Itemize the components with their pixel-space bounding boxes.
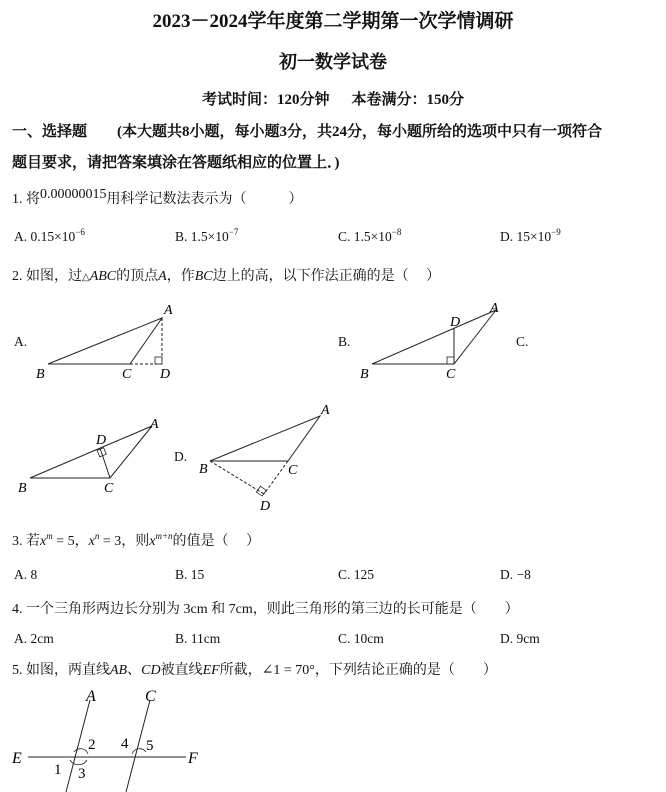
q4-option-a[interactable]: A. 2cm bbox=[14, 631, 54, 646]
svg-text:C: C bbox=[288, 463, 298, 478]
section-desc-2: 题目要求，请把答案填涂在答题纸相应的位置上．) bbox=[12, 155, 340, 171]
question-1 bbox=[12, 188, 303, 208]
q3-option-c[interactable]: C. 125 bbox=[338, 567, 375, 582]
svg-text:B: B bbox=[36, 367, 45, 382]
q2-option-a[interactable]: A. bbox=[14, 334, 28, 349]
svg-text:B: B bbox=[360, 367, 369, 382]
exam-score: 本卷满分：150分 bbox=[351, 92, 465, 108]
q2-figure-d bbox=[196, 398, 346, 516]
q2-option-b[interactable]: B. bbox=[338, 334, 351, 349]
svg-text:A: A bbox=[164, 303, 173, 318]
q2-figure-b bbox=[356, 298, 506, 382]
svg-text:C: C bbox=[104, 481, 114, 496]
svg-text:A: A bbox=[150, 417, 159, 432]
q3-option-a[interactable]: A. 8 bbox=[14, 567, 38, 582]
q1-option-d[interactable]: D. $15\times 10^{-9}$ bbox=[500, 227, 561, 244]
section-title: 一、选择题 bbox=[12, 124, 88, 140]
svg-text:C: C bbox=[145, 688, 156, 705]
svg-text:A: A bbox=[321, 403, 330, 418]
svg-text:D: D bbox=[160, 367, 171, 382]
q1-suffix: 用科学记数法表示为（ ） bbox=[106, 192, 303, 207]
q2-figure-a bbox=[30, 300, 190, 382]
svg-text:2: 2 bbox=[88, 737, 96, 753]
q1-option-c[interactable]: C. $1.5\times 10^{-8}$ bbox=[338, 227, 402, 244]
exam-time: 考试时间：120分钟 bbox=[201, 92, 330, 108]
svg-text:B: B bbox=[18, 481, 27, 496]
q5-figure bbox=[8, 684, 208, 792]
q4-option-c[interactable]: C. 10cm bbox=[338, 631, 384, 646]
q1-option-b[interactable]: B. $1.5\times 10^{-7}$ bbox=[175, 227, 239, 244]
svg-text:D: D bbox=[450, 315, 461, 330]
exam-title: 2023－2024学年度第二学期第一次学情调研 bbox=[152, 11, 514, 32]
q1-prefix: 1. 将 bbox=[12, 192, 40, 207]
question-3: 3. 若$x^m = 5$，$x^n = 3$，则$x^{m+n}$的值是（ ） bbox=[12, 531, 261, 549]
svg-text:A: A bbox=[86, 688, 96, 705]
section-desc-1: (本大题共8小题，每小题3分，共24分，每小题所给的选项中只有一项符合 bbox=[117, 124, 603, 140]
q4-option-b[interactable]: B. 11cm bbox=[175, 631, 221, 646]
svg-text:E: E bbox=[12, 750, 22, 767]
svg-text:C: C bbox=[446, 367, 456, 382]
svg-text:C: C bbox=[122, 367, 132, 382]
question-4: 4. 一个三角形两边长分别为 3cm 和 7cm，则此三角形的第三边的长可能是（ ） bbox=[12, 602, 519, 617]
svg-text:3: 3 bbox=[78, 766, 86, 782]
svg-text:A: A bbox=[490, 301, 499, 316]
q2-option-c[interactable]: C. bbox=[516, 334, 529, 349]
question-5: 5. 如图，两直线AB、CD被直线EF所截，∠1 = 70°，下列结论正确的是（ ） bbox=[12, 663, 497, 678]
q2-option-d[interactable]: D. bbox=[174, 449, 188, 464]
svg-text:D: D bbox=[96, 433, 107, 448]
exam-info bbox=[0, 88, 666, 109]
svg-text:B: B bbox=[199, 462, 208, 477]
q4-option-d[interactable]: D. 9cm bbox=[500, 631, 540, 646]
svg-text:F: F bbox=[188, 750, 198, 767]
q3-option-d[interactable]: D. −8 bbox=[500, 567, 531, 582]
svg-text:D: D bbox=[260, 499, 271, 514]
svg-text:5: 5 bbox=[146, 738, 154, 754]
question-2: 2. 如图，过△ABC的顶点A，作BC边上的高，以下作法正确的是（ ） bbox=[12, 269, 441, 284]
q1-number: 0.00000015 bbox=[40, 187, 107, 202]
svg-text:1: 1 bbox=[54, 762, 62, 778]
q3-option-b[interactable]: B. 15 bbox=[175, 567, 205, 582]
q2-figure-c bbox=[14, 412, 164, 498]
exam-subtitle: 初一数学试卷 bbox=[279, 52, 387, 72]
svg-text:4: 4 bbox=[121, 736, 129, 752]
q1-option-a[interactable]: A. $0.15\times 10^{-6}$ bbox=[14, 227, 85, 244]
section-heading bbox=[12, 120, 602, 141]
